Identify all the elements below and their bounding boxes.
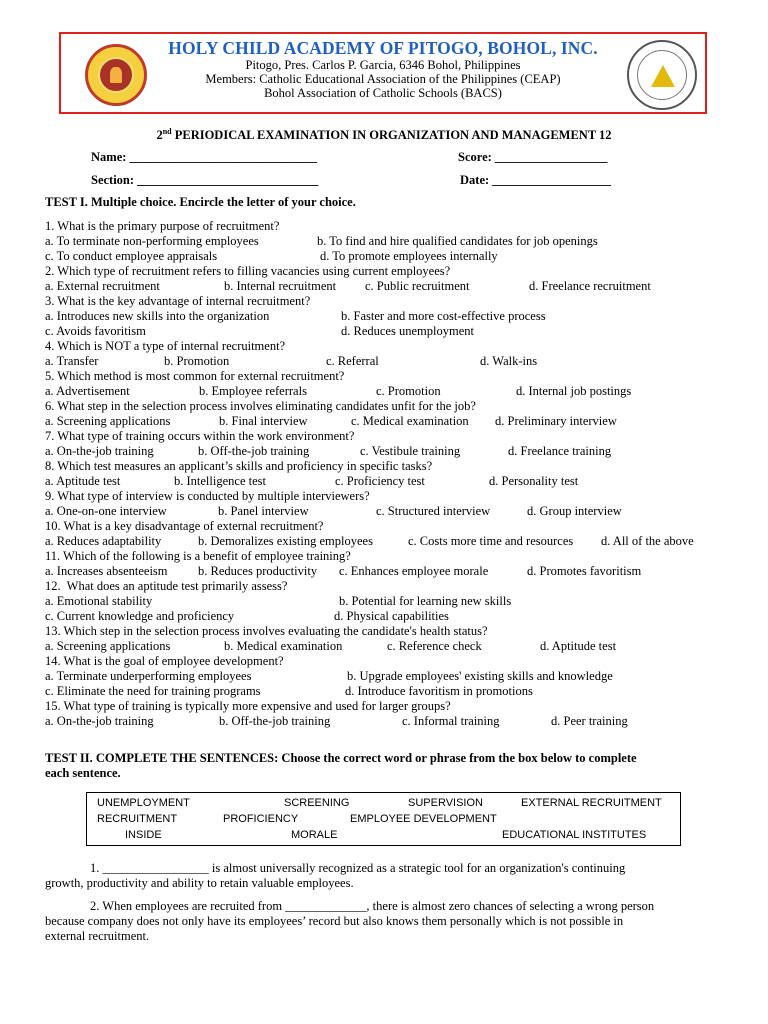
choice-3c[interactable]: c. Avoids favoritism	[45, 324, 146, 338]
question-14: 14. What is the goal of employee development?	[45, 654, 284, 668]
choice-5a[interactable]: a. Advertisement	[45, 384, 130, 398]
choice-13c[interactable]: c. Reference check	[387, 639, 482, 653]
choice-13b[interactable]: b. Medical examination	[224, 639, 343, 653]
question-3: 3. What is the key advantage of internal recruitment?	[45, 294, 311, 308]
choice-1d[interactable]: d. To promote employees internally	[320, 249, 498, 263]
choice-10d[interactable]: d. All of the above	[601, 534, 694, 548]
choice-4c[interactable]: c. Referral	[326, 354, 379, 368]
choice-9d[interactable]: d. Group interview	[527, 504, 622, 518]
bacs-seal-triangle	[651, 65, 675, 87]
school-header	[59, 32, 707, 114]
question-15: 15. What type of training is typically more expensive and used for larger groups?	[45, 699, 451, 713]
choice-4d[interactable]: d. Walk-ins	[480, 354, 538, 368]
choice-14d[interactable]: d. Introduce favoritism in promotions	[345, 684, 533, 698]
question-13: 13. Which step in the selection process involves evaluating the candidate's health status?	[45, 624, 488, 638]
sentence-1-cont: growth, productivity and ability to retain valuable employees.	[45, 876, 354, 890]
word-morale: MORALE	[291, 829, 338, 841]
question-6: 6. What step in the selection process involves eliminating candidates unfit for the job?	[45, 399, 476, 413]
choice-10c[interactable]: c. Costs more time and resources	[408, 534, 574, 548]
word-bank-box	[86, 792, 681, 846]
choice-4a[interactable]: a. Transfer	[45, 354, 99, 368]
question-12: 12. What does an aptitude test primarily assess?	[45, 579, 288, 593]
choice-5c[interactable]: c. Promotion	[376, 384, 441, 398]
choice-3a[interactable]: a. Introduces new skills into the organization	[45, 309, 270, 323]
choice-8d[interactable]: d. Personality test	[489, 474, 579, 488]
sentence-1: 1. _________________ is almost universally recognized as a strategic tool for an organization's continuing	[90, 861, 626, 875]
choice-2a[interactable]: a. External recruitment	[45, 279, 160, 293]
choice-7d[interactable]: d. Freelance training	[508, 444, 612, 458]
choice-14a[interactable]: a. Terminate underperforming employees	[45, 669, 252, 683]
school-address: Pitogo, Pres. Carlos P. Garcia, 6346 Bohol, Philippines	[245, 58, 521, 72]
score-field[interactable]: Score: __________________	[458, 150, 608, 164]
choice-6a[interactable]: a. Screening applications	[45, 414, 171, 428]
sentence-2-end: external recruitment.	[45, 929, 150, 943]
bacs-seal-logo	[627, 40, 697, 110]
choice-1a[interactable]: a. To terminate non-performing employees	[45, 234, 259, 248]
choice-11c[interactable]: c. Enhances employee morale	[339, 564, 489, 578]
choice-1b[interactable]: b. To find and hire qualified candidates for job openings	[317, 234, 598, 248]
choice-7c[interactable]: c. Vestibule training	[360, 444, 461, 458]
choice-10b[interactable]: b. Demoralizes existing employees	[198, 534, 373, 548]
exam-title	[0, 127, 768, 143]
choice-5d[interactable]: d. Internal job postings	[516, 384, 632, 398]
choice-11d[interactable]: d. Promotes favoritism	[527, 564, 642, 578]
choice-2c[interactable]: c. Public recruitment	[365, 279, 470, 293]
test2-heading-cont: each sentence.	[45, 766, 121, 780]
choice-15d[interactable]: d. Peer training	[551, 714, 628, 728]
date-field[interactable]: Date: ___________________	[460, 173, 612, 187]
school-association: Bohol Association of Catholic Schools (BACS)	[264, 86, 502, 100]
choice-13a[interactable]: a. Screening applications	[45, 639, 171, 653]
choice-8b[interactable]: b. Intelligence test	[174, 474, 266, 488]
question-11: 11. Which of the following is a benefit of employee training?	[45, 549, 351, 563]
word-recruitment: RECRUITMENT	[97, 813, 178, 825]
choice-12c[interactable]: c. Current knowledge and proficiency	[45, 609, 235, 623]
choice-3b[interactable]: b. Faster and more cost-effective process	[341, 309, 546, 323]
sentence-2: 2. When employees are recruited from _____________, there is almost zero chances of selecting a wrong person	[90, 899, 655, 913]
question-4: 4. Which is NOT a type of internal recruitment?	[45, 339, 286, 353]
bacs-seal-ring	[637, 50, 687, 100]
choice-5b[interactable]: b. Employee referrals	[199, 384, 307, 398]
word-educational-institutes: EDUCATIONAL INSTITUTES	[502, 829, 647, 841]
question-1: 1. What is the primary purpose of recruitment?	[45, 219, 280, 233]
choice-6d[interactable]: d. Preliminary interview	[495, 414, 617, 428]
choice-14b[interactable]: b. Upgrade employees' existing skills and knowledge	[347, 669, 613, 683]
title-ordinal: nd	[162, 127, 172, 136]
word-proficiency: PROFICIENCY	[223, 813, 299, 825]
name-field[interactable]: Name: ______________________________	[91, 150, 318, 164]
choice-15c[interactable]: c. Informal training	[402, 714, 500, 728]
school-membership: Members: Catholic Educational Association of the Philippines (CEAP)	[205, 72, 561, 86]
choice-14c[interactable]: c. Eliminate the need for training programs	[45, 684, 261, 698]
choice-1c[interactable]: c. To conduct employee appraisals	[45, 249, 218, 263]
test2-heading: TEST II. COMPLETE THE SENTENCES: Choose the correct word or phrase from the box below to complete	[45, 751, 637, 765]
choice-4b[interactable]: b. Promotion	[164, 354, 230, 368]
choice-7a[interactable]: a. On-the-job training	[45, 444, 154, 458]
choice-15b[interactable]: b. Off-the-job training	[219, 714, 331, 728]
choice-2d[interactable]: d. Freelance recruitment	[529, 279, 651, 293]
choice-3d[interactable]: d. Reduces unemployment	[341, 324, 474, 338]
choice-7b[interactable]: b. Off-the-job training	[198, 444, 310, 458]
question-2: 2. Which type of recruitment refers to filling vacancies using current employees?	[45, 264, 451, 278]
choice-8c[interactable]: c. Proficiency test	[335, 474, 425, 488]
choice-8a[interactable]: a. Aptitude test	[45, 474, 121, 488]
choice-9a[interactable]: a. One-on-one interview	[45, 504, 167, 518]
question-8: 8. Which test measures an applicant’s skills and proficiency in specific tasks?	[45, 459, 433, 473]
test1-heading: TEST I. Multiple choice. Encircle the letter of your choice.	[45, 195, 356, 209]
question-9: 9. What type of interview is conducted by multiple interviewers?	[45, 489, 370, 503]
choice-13d[interactable]: d. Aptitude test	[540, 639, 617, 653]
sentence-2-cont: because company does not only have its employees’ record but also knows them personally which is not possible in	[45, 914, 624, 928]
choice-11a[interactable]: a. Increases absenteeism	[45, 564, 168, 578]
choice-12a[interactable]: a. Emotional stability	[45, 594, 153, 608]
word-external-recruitment: EXTERNAL RECRUITMENT	[521, 797, 662, 809]
word-unemployment: UNEMPLOYMENT	[97, 797, 190, 809]
choice-11b[interactable]: b. Reduces productivity	[198, 564, 318, 578]
word-employee-development: EMPLOYEE DEVELOPMENT	[350, 813, 497, 825]
choice-10a[interactable]: a. Reduces adaptability	[45, 534, 162, 548]
title-number: 2	[156, 128, 163, 143]
word-supervision: SUPERVISION	[408, 797, 483, 809]
choice-9b[interactable]: b. Panel interview	[218, 504, 309, 518]
title-text: PERIODICAL EXAMINATION IN ORGANIZATION AND MANAGEMENT 12	[171, 128, 612, 143]
choice-2b[interactable]: b. Internal recruitment	[224, 279, 337, 293]
word-screening: SCREENING	[284, 797, 350, 809]
choice-6c[interactable]: c. Medical examination	[351, 414, 469, 428]
choice-12b[interactable]: b. Potential for learning new skills	[339, 594, 512, 608]
question-5: 5. Which method is most common for external recruitment?	[45, 369, 345, 383]
choice-12d[interactable]: d. Physical capabilities	[334, 609, 449, 623]
school-name: HOLY CHILD ACADEMY OF PITOGO, BOHOL, INC.	[168, 38, 598, 58]
section-field[interactable]: Section: _____________________________	[91, 173, 319, 187]
choice-6b[interactable]: b. Final interview	[219, 414, 308, 428]
word-inside: INSIDE	[125, 829, 162, 841]
question-10: 10. What is a key disadvantage of external recruitment?	[45, 519, 324, 533]
question-7: 7. What type of training occurs within the work environment?	[45, 429, 355, 443]
choice-15a[interactable]: a. On-the-job training	[45, 714, 154, 728]
choice-9c[interactable]: c. Structured interview	[376, 504, 491, 518]
